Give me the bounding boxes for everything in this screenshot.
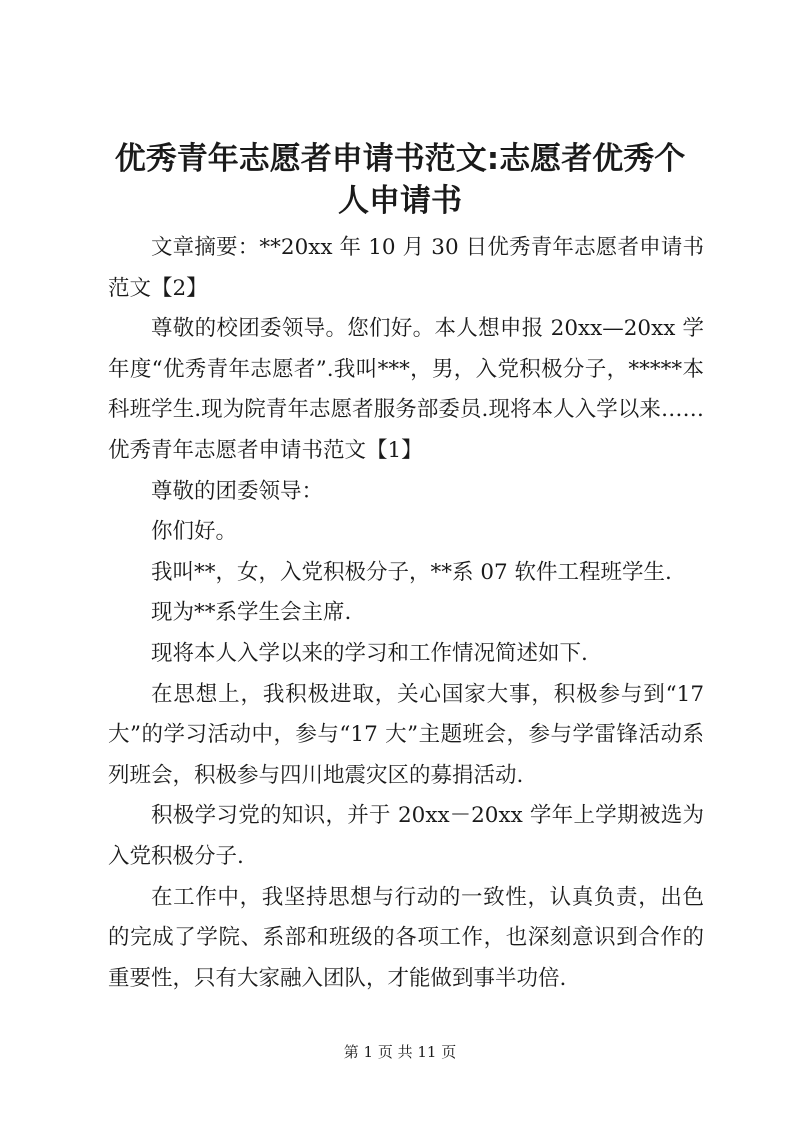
- paragraph-self-intro: 我叫**，女，入党积极分子，**系 07 软件工程班学生.: [151, 559, 672, 585]
- paragraph-abstract: 文章摘要：**20xx 年 10 月 30 日优秀青年志愿者申请书范文【2】: [108, 235, 704, 301]
- document-title: 优秀青年志愿者申请书范文:志愿者优秀个人申请书: [114, 141, 686, 219]
- paragraph-intro: 尊敬的校团委领导。您们好。本人想申报 20xx—20xx 学年度“优秀青年志愿者”.我叫***，男，入党积极分子，*****本科班学生.现为院青年志愿者服务部委员.现将本人入学以来……优秀青年志愿者申请书范文【1】: [108, 316, 704, 463]
- paragraph-salutation: 尊敬的团委领导：: [151, 478, 324, 504]
- paragraph-party-study: 积极学习党的知识，并于 20xx－20xx 学年上学期被选为入党积极分子.: [108, 803, 704, 869]
- paragraph-ideology: 在思想上，我积极进取，关心国家大事，积极参与到“17大”的学习活动中，参与“17 大”主题班会，参与学雷锋活动系列班会，积极参与四川地震灾区的募捐活动.: [108, 681, 704, 788]
- document-body: [108, 228, 704, 999]
- paragraph-position: 现为**系学生会主席.: [151, 600, 352, 626]
- paragraph-summary-lead: 现将本人入学以来的学习和工作情况简述如下.: [151, 640, 588, 666]
- page-number-footer: 第 1 页 共 11 页: [343, 1043, 457, 1061]
- paragraph-greeting: 你们好。: [151, 519, 238, 545]
- paragraph-work: 在工作中，我坚持思想与行动的一致性，认真负责，出色的完成了学院、系部和班级的各项工作，也深刻意识到合作的重要性，只有大家融入团队，才能做到事半功倍.: [108, 884, 704, 991]
